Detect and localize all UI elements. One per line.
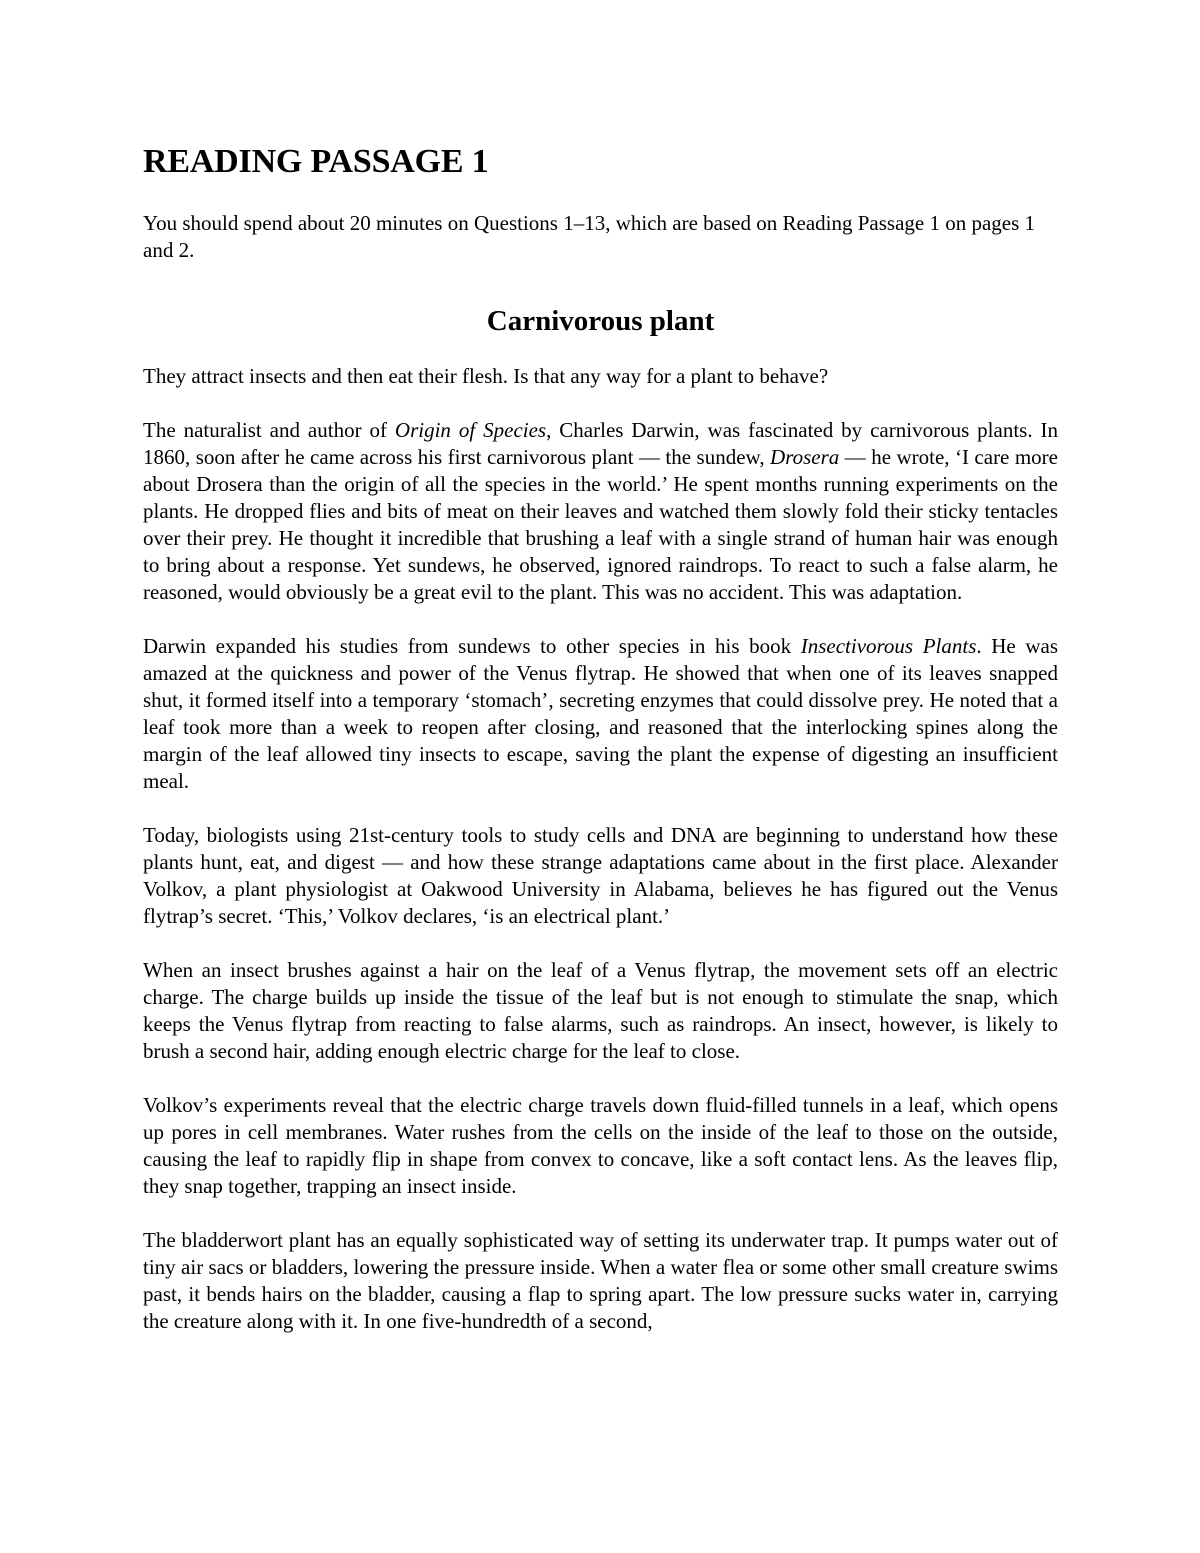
section-heading: READING PASSAGE 1 [143, 143, 489, 180]
paragraph [143, 417, 1058, 606]
paragraph [143, 1092, 1058, 1200]
paragraph [143, 1227, 1058, 1335]
passage-body [143, 417, 1058, 1335]
text-run: When an insect brushes against a hair on the leaf of a Venus flytrap, the movement sets off an electric charge. The charge builds up inside the tissue of the leaf but is not enough to stimulate the snap, which keeps the Venus flytrap from reacting to false alarms, such as raindrops. An insect, however, is likely to brush a second hair, adding enough electric charge for the leaf to close. [143, 958, 1058, 1063]
document-page [143, 140, 1058, 1335]
instructions: You should spend about 20 minutes on Questions 1–13, which are based on Reading Passage 1 on pages 1 and 2. [143, 211, 1036, 262]
italic-text: Origin of Species [394, 418, 547, 442]
paragraph [143, 633, 1058, 795]
text-run: — he wrote, ‘I care more about Drosera than the origin of all the species in the world.’ He spent months running experiments on the plants. He dropped flies and bits of meat on their leaves and watched them slowly fold their sticky tentacles over their prey. He thought it incredible that brushing a leaf with a single strand of human hair was enough to bring about a response. Yet sundews, he observed, ignored raindrops. To react to such a false alarm, he reasoned, would obviously be a great evil to the plant. This was no accident. This was adaptation. [143, 445, 1058, 604]
text-run: Today, biologists using 21st-century tools to study cells and DNA are beginning to understand how these plants hunt, eat, and digest — and how these strange adaptations came about in the first place. Alexander Volkov, a plant physiologist at Oakwood University in Alabama, believes he has figured out the Venus flytrap’s secret. ‘This,’ Volkov declares, ‘is an electrical plant.’ [143, 823, 1058, 928]
paragraph [143, 822, 1058, 930]
italic-text: Drosera [770, 445, 840, 469]
text-run: Volkov’s experiments reveal that the electric charge travels down fluid-filled tunnels in a leaf, which opens up pores in cell membranes. Water rushes from the cells on the inside of the leaf to those on the outside, causing the leaf to rapidly flip in shape from convex to concave, like a soft contact lens. As the leaves flip, they snap together, trapping an insect inside. [143, 1093, 1058, 1198]
italic-text: Insectivorous Plants [800, 634, 977, 658]
text-run: The bladderwort plant has an equally sophisticated way of setting its underwater trap. It pumps water out of tiny air sacs or bladders, lowering the pressure inside. When a water flea or some other small creature swims past, it bends hairs on the bladder, causing a flap to spring apart. The low pressure sucks water in, carrying the creature along with it. In one five-hundredth of a second, [143, 1228, 1058, 1333]
text-run: Darwin expanded his studies from sundews to other species in his book [143, 634, 801, 658]
text-run: . He was amazed at the quickness and power of the Venus flytrap. He showed that when one of its leaves snapped shut, it formed itself into a temporary ‘stomach’, secreting enzymes that could dissolve prey. He noted that a leaf took more than a week to reopen after closing, and reasoned that the interlocking spines along the margin of the leaf allowed tiny insects to escape, saving the plant the expense of digesting an insufficient meal. [143, 634, 1059, 793]
paragraph [143, 957, 1058, 1065]
text-run: , Charles Darwin, was fascinated by carnivorous plants. In 1860, soon after he came across his first carnivorous plant — the sundew, [143, 418, 1059, 469]
passage-title: Carnivorous plant [486, 305, 715, 337]
text-run: The naturalist and author of [143, 418, 395, 442]
passage-subtitle: They attract insects and then eat their flesh. Is that any way for a plant to behave? [143, 364, 829, 388]
